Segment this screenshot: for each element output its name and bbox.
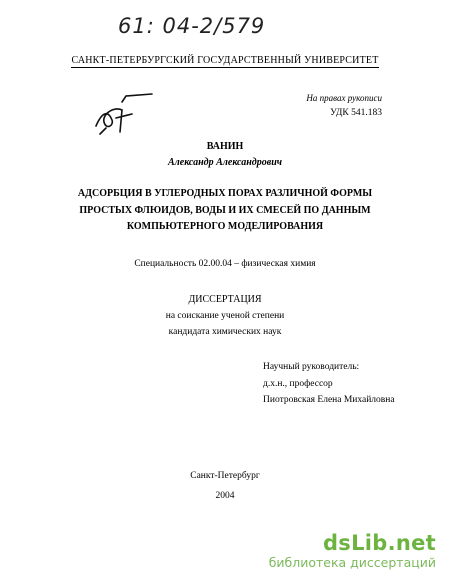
dissertation-title-line: АДСОРБЦИЯ В УГЛЕРОДНЫХ ПОРАХ РАЗЛИЧНОЙ ФОРМЫ	[77, 188, 373, 199]
handwritten-catalog-number: 61: 04-2/579	[118, 14, 266, 38]
university-name-text: САНКТ-ПЕТЕРБУРГСКИЙ ГОСУДАРСТВЕННЫЙ УНИВЕРСИТЕТ	[71, 55, 379, 66]
dissertation-type: ДИССЕРТАЦИЯ	[188, 294, 262, 305]
manuscript-rights-note: На правах рукописи	[306, 93, 382, 103]
author-surname: ВАНИН	[206, 141, 244, 152]
author-name: Александр Александрович	[167, 157, 283, 168]
specialty: Специальность 02.00.04 – физическая химия	[134, 259, 316, 269]
dissertation-title-line: КОМПЬЮТЕРНОГО МОДЕЛИРОВАНИЯ	[126, 221, 324, 232]
udk-code: УДК 541.183	[330, 108, 382, 118]
signature-mark	[92, 92, 158, 142]
year: 2004	[215, 491, 235, 501]
degree-line: кандидата химических наук	[168, 327, 282, 337]
advisor-title: д.х.н., профессор	[263, 379, 333, 389]
university-name	[0, 55, 450, 66]
watermark-subtitle: библиотека диссертаций	[268, 555, 436, 570]
advisor-label: Научный руководитель:	[263, 362, 360, 372]
advisor-name: Пиотровская Елена Михайловна	[263, 395, 395, 405]
watermark-logo: dsLib.net	[322, 531, 436, 555]
dissertation-title-line: ПРОСТЫХ ФЛЮИДОВ, ВОДЫ И ИХ СМЕСЕЙ ПО ДАННЫМ	[79, 205, 371, 216]
degree-line: на соискание ученой степени	[165, 311, 285, 321]
city: Санкт-Петербург	[190, 471, 260, 481]
